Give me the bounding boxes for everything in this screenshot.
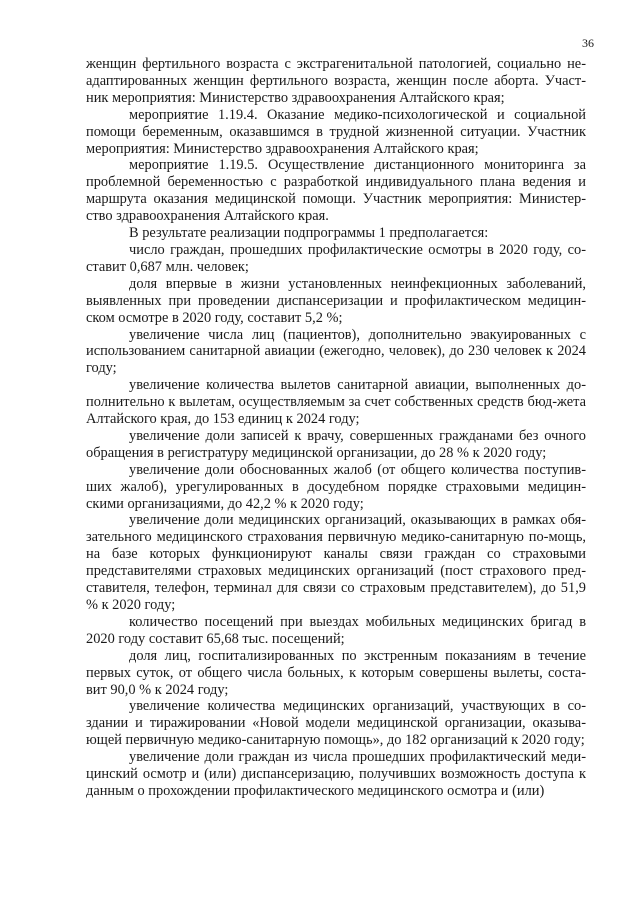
paragraph: В результате реализации подпрограммы 1 предполагается: [129,225,489,242]
paragraph: увеличение доли записей к врачу, совершенных гражданами без очного обращения в регистратуру медицинской организации, до 28 % к 2020 году; [86,427,586,461]
paragraph: женщин фертильного возраста с экстрагенитальной патологией, социально не-адаптированных женщин фертильного возраста, женщин после аборта. Участ-ник мероприятия: Министерство здравоохранения Алтайского края; [86,56,586,106]
paragraph: доля впервые в жизни установленных неинфекционных заболеваний, выявленных при проведении диспансеризации и профилактическом медицин-ском осмотре в 2020 году, составит 5,2 %; [86,275,586,326]
paragraph: увеличение количества вылетов санитарной авиации, выполненных до-полнительно к вылетам, осуществляемым за счет собственных средств бюд-жета Алтайского края, до 153 единиц к 2024 году; [86,377,586,428]
page-body [86,56,586,800]
paragraph: мероприятие 1.19.5. Осуществление дистанционного мониторинга за проблемной беременностью с разработкой индивидуального плана ведения и маршрута оказания медицинской помощи. Участник мероприятия: Министер-ство здравоохранения Алтайского края. [86,157,586,225]
paragraph: увеличение доли медицинских организаций, оказывающих в рамках обя-зательного медицинского страхования первичную медико-санитарную по-мощь, на базе которых функционируют каналы связи граждан со страховыми представителями страховых медицинских организаций (пост страхового пред-ставителя, телефон, терминал для связи со страховым представителем), до 51,9 % к 2020 году; [86,512,586,613]
paragraph: увеличение числа лиц (пациентов), дополнительно эвакуированных с использованием санитарной авиации (ежегодно, человек), до 230 человек к 2024 году; [86,326,586,377]
page-number: 36 [582,36,594,50]
paragraph: доля лиц, госпитализированных по экстренным показаниям в течение первых суток, от общего числа больных, к которым совершены вылеты, соста-вит 90,0 % к 2024 году; [86,647,586,698]
paragraph: увеличение доли граждан из числа прошедших профилактический меди-цинский осмотр и (или) диспансеризацию, получивших возможность доступа к данным о прохождении профилактического медицинского осмотра и (или) [86,749,586,799]
paragraph: увеличение доли обоснованных жалоб (от общего количества поступив-ших жалоб), урегулированных в досудебном порядке страховыми медицин-скими организациями, до 42,2 % к 2020 году; [86,461,586,512]
paragraph: число граждан, прошедших профилактические осмотры в 2020 году, со-ставит 0,687 млн. человек; [86,241,586,275]
paragraph: количество посещений при выездах мобильных медицинских бригад в 2020 году составит 65,68 тыс. посещений; [86,613,586,647]
paragraph: мероприятие 1.19.4. Оказание медико-психологической и социальной помощи беременным, оказавшимся в трудной жизненной ситуации. Участник мероприятия: Министерство здравоохранения Алтайского края; [86,106,586,157]
paragraph: увеличение количества медицинских организаций, участвующих в со-здании и тиражировании «Новой модели медицинской организации, оказыва-ющей первичную медико-санитарную помощь», до 182 организаций к 2020 году; [86,698,586,749]
